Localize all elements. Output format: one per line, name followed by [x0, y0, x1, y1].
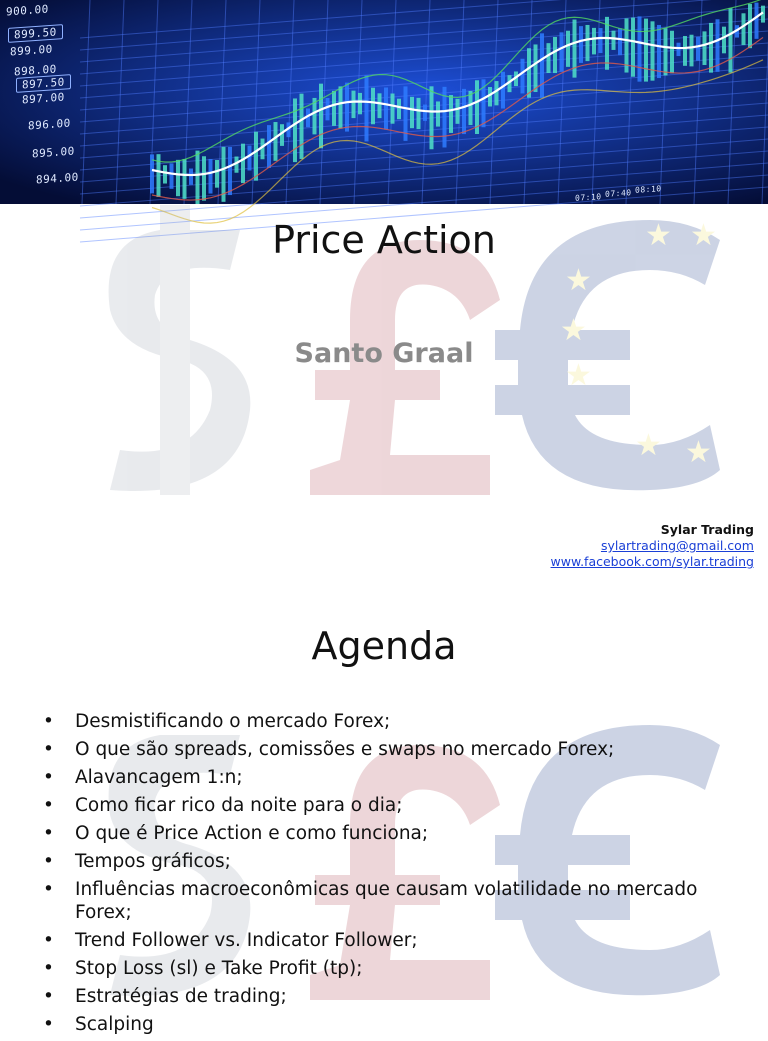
- stock-chart-banner: [0, 0, 768, 204]
- candle-bar: [664, 28, 668, 75]
- candle-bar: [397, 99, 401, 119]
- candle-bar: [300, 94, 304, 159]
- star-icon: ★: [645, 219, 672, 252]
- candle-bar: [241, 144, 245, 183]
- agenda-item-text: Stop Loss (sl) e Take Profit (tp);: [75, 958, 363, 979]
- candle-bar: [202, 156, 206, 200]
- candle-bar: [566, 31, 570, 67]
- candle-bar: [690, 35, 694, 67]
- candle-bar: [170, 163, 174, 188]
- agenda-slide: [0, 590, 768, 1035]
- star-icon: ★: [685, 436, 712, 469]
- candle-bar: [469, 91, 473, 125]
- candle-bar: [410, 97, 414, 128]
- candle-bar: [534, 44, 538, 92]
- agenda-item-text: O que é Price Action e como funciona;: [75, 823, 429, 844]
- price-label: 894.00: [36, 170, 79, 187]
- candle-bar: [196, 151, 200, 204]
- candle-bar: [657, 25, 661, 78]
- agenda-list: [40, 710, 740, 1041]
- candle-bar: [267, 125, 271, 168]
- candle-bar: [553, 37, 557, 73]
- candle-bar: [612, 31, 616, 50]
- agenda-item: [40, 878, 740, 924]
- candle-bar: [742, 13, 746, 45]
- candle-bar: [183, 159, 187, 199]
- candle-bar: [696, 37, 700, 61]
- agenda-title: Agenda: [311, 624, 457, 668]
- agenda-item: [40, 794, 740, 817]
- candle-bar: [358, 93, 362, 114]
- bullet-icon: •: [43, 879, 54, 900]
- candle-bar: [228, 147, 232, 195]
- candle-bar: [423, 105, 427, 121]
- candle-bar: [560, 32, 564, 71]
- candle-bar: [495, 81, 499, 105]
- agenda-item-text: Alavancagem 1:n;: [75, 767, 243, 788]
- candle-bar: [332, 91, 336, 126]
- price-label: 896.00: [28, 116, 71, 133]
- candle-bar: [248, 146, 252, 171]
- bullet-icon: •: [43, 1014, 54, 1035]
- candle-bar: [384, 88, 388, 130]
- candle-bar: [365, 75, 369, 141]
- candle-bar: [716, 19, 720, 72]
- candle-bar: [729, 8, 733, 73]
- candle-bar: [670, 31, 674, 73]
- agenda-item: [40, 710, 740, 733]
- star-icon: ★: [690, 219, 717, 252]
- price-label: 895.00: [32, 144, 75, 161]
- candle-bar: [683, 36, 687, 66]
- candle-bar: [709, 23, 713, 73]
- candle-bar: [456, 99, 460, 124]
- candle-bar: [391, 94, 395, 124]
- agenda-item: [40, 985, 740, 1008]
- presentation-subtitle: Santo Graal: [294, 338, 474, 369]
- candle-bar: [547, 43, 551, 73]
- agenda-item-text: Desmistificando o mercado Forex;: [75, 711, 391, 732]
- agenda-item: [40, 957, 740, 980]
- bullet-icon: •: [43, 986, 54, 1007]
- candle-bar: [339, 86, 343, 128]
- candle-bar: [215, 160, 219, 188]
- candle-bar: [540, 33, 544, 98]
- star-icon: ★: [635, 429, 662, 462]
- bullet-icon: •: [43, 958, 54, 979]
- chart-graphic: [0, 0, 768, 204]
- candle-bar: [430, 86, 434, 149]
- candle-bar: [371, 88, 375, 125]
- agenda-item-text: Scalping: [75, 1014, 154, 1035]
- candle-bar: [501, 72, 505, 109]
- candle-bar: [618, 28, 622, 55]
- candle-bar: [521, 59, 525, 94]
- star-icon: ★: [560, 314, 587, 347]
- agenda-item-text: Tempos gráficos;: [75, 851, 231, 872]
- candle-bar: [378, 93, 382, 118]
- price-label: 899.50: [8, 24, 63, 43]
- star-icon: ★: [565, 359, 592, 392]
- presentation-title: Price Action: [272, 218, 496, 262]
- candle-bar: [579, 26, 583, 63]
- candle-bar: [189, 169, 193, 185]
- candle-bar: [163, 165, 167, 183]
- bullet-icon: •: [43, 739, 54, 760]
- candle-bar: [436, 101, 440, 126]
- candle-bar: [293, 98, 297, 162]
- bullet-icon: •: [43, 930, 54, 951]
- star-icon: ★: [565, 264, 592, 297]
- candle-bar: [319, 84, 323, 149]
- price-label: 898.00: [14, 62, 57, 79]
- agenda-item: [40, 738, 740, 761]
- candle-bar: [599, 28, 603, 53]
- agenda-item: [40, 1013, 740, 1036]
- price-label: 899.00: [10, 42, 53, 59]
- candle-bar: [352, 91, 356, 118]
- candle-bar: [631, 18, 635, 77]
- candle-bar: [326, 98, 330, 120]
- candle-bar: [527, 48, 531, 97]
- author-name: Sylar Trading: [660, 522, 754, 537]
- price-label: 897.00: [22, 90, 65, 107]
- candle-bar: [176, 160, 180, 196]
- candle-bar: [345, 83, 349, 132]
- time-label: 07:10: [575, 192, 602, 203]
- candle-bar: [703, 31, 707, 65]
- website-link[interactable]: www.facebook.com/sylar.trading: [550, 554, 754, 569]
- author-credits: [551, 522, 754, 570]
- candle-bar: [449, 95, 453, 133]
- agenda-item-text: Influências macroeconômicas que causam volatilidade no mercado Forex;: [75, 879, 698, 923]
- candle-bar: [586, 25, 590, 61]
- bullet-icon: •: [43, 711, 54, 732]
- candle-bar: [677, 43, 681, 56]
- agenda-item: [40, 850, 740, 873]
- agenda-item-text: Trend Follower vs. Indicator Follower;: [75, 930, 418, 951]
- agenda-item-text: Estratégias de trading;: [75, 986, 287, 1007]
- candle-bar: [274, 122, 278, 161]
- candle-bar: [722, 27, 726, 54]
- agenda-item: [40, 822, 740, 845]
- candle-bar: [417, 98, 421, 129]
- bullet-icon: •: [43, 767, 54, 788]
- price-label: 897.50: [16, 74, 71, 93]
- time-label: 07:40: [605, 188, 632, 199]
- candle-bar: [755, 3, 759, 39]
- agenda-item-text: Como ficar rico da noite para o dia;: [75, 795, 403, 816]
- bullet-icon: •: [43, 823, 54, 844]
- candle-bar: [638, 16, 642, 81]
- candle-bar: [592, 28, 596, 55]
- agenda-item: [40, 766, 740, 789]
- candle-bar: [644, 19, 648, 82]
- candle-bar: [254, 132, 258, 181]
- agenda-item: [40, 929, 740, 952]
- agenda-item-text: O que são spreads, comissões e swaps no mercado Forex;: [75, 739, 615, 760]
- bullet-icon: •: [43, 851, 54, 872]
- candle-bar: [209, 159, 213, 194]
- time-label: 08:10: [635, 184, 662, 195]
- email-link[interactable]: sylartrading@gmail.com: [600, 538, 754, 553]
- bullet-icon: •: [43, 795, 54, 816]
- candle-bar: [748, 4, 752, 48]
- price-label: 900.00: [6, 2, 49, 19]
